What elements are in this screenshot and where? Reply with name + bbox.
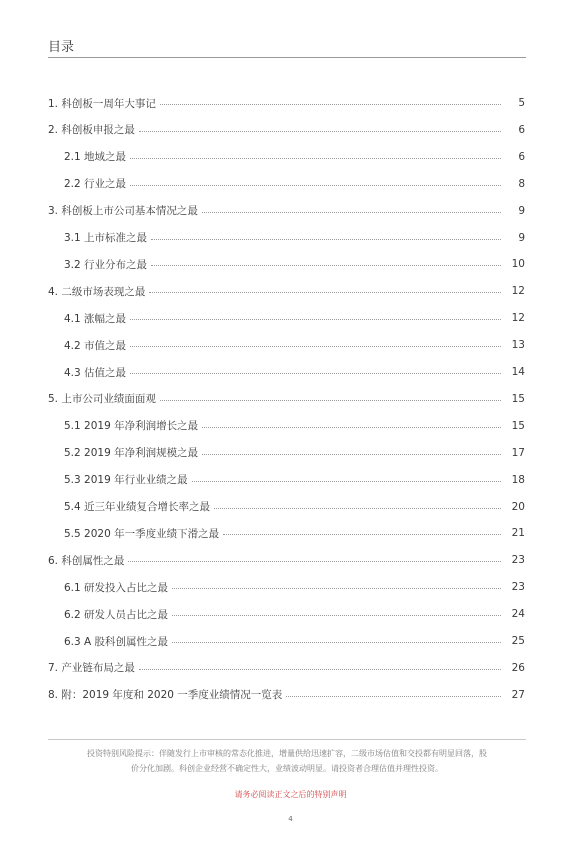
toc-entry-title: 7. 产业链布局之最 xyxy=(48,662,135,675)
toc-entry[interactable] xyxy=(64,229,525,247)
toc-entry-page: 24 xyxy=(511,608,525,621)
toc-dot-leader xyxy=(130,373,501,374)
toc-dot-leader xyxy=(130,185,501,186)
toc-entry[interactable] xyxy=(64,524,525,542)
toc-entry-title: 4. 二级市场表现之最 xyxy=(48,285,146,298)
toc-entry[interactable] xyxy=(48,686,525,704)
toc-entry[interactable] xyxy=(64,255,525,273)
toc-entry-page: 23 xyxy=(511,554,525,567)
toc-dot-leader xyxy=(172,588,501,589)
toc-entry-page: 17 xyxy=(511,446,525,459)
toc-entry[interactable] xyxy=(48,551,525,569)
toc-entry-title: 3.2 行业分布之最 xyxy=(64,258,148,271)
toc-dot-leader xyxy=(160,104,501,105)
toc-entry-page: 6 xyxy=(518,150,525,163)
toc-entry-page: 5 xyxy=(518,97,525,109)
toc-entry[interactable] xyxy=(64,175,525,193)
toc-entry[interactable] xyxy=(48,659,525,677)
toc-entry-page: 26 xyxy=(511,661,525,674)
toc-dot-leader xyxy=(172,642,501,643)
toc-dot-leader xyxy=(151,239,501,240)
toc-dot-leader xyxy=(172,615,501,616)
toc-dot-leader xyxy=(151,265,501,266)
toc-entry-title: 5.2 2019 年净利润规模之最 xyxy=(64,447,199,460)
toc-entry-title: 2.2 行业之最 xyxy=(64,178,127,191)
toc-entry-page: 27 xyxy=(511,688,525,701)
toc-entry-title: 5.3 2019 年行业业绩之最 xyxy=(64,474,188,487)
toc-dot-leader xyxy=(128,561,501,562)
toc-entry[interactable] xyxy=(48,390,525,408)
toc-dot-leader xyxy=(130,158,501,159)
toc-entry-title: 4.1 涨幅之最 xyxy=(64,312,127,325)
toc-entry[interactable] xyxy=(64,605,525,623)
toc-entry-page: 20 xyxy=(511,500,525,513)
special-statement-notice: 请务必阅读正文之后的特别声明 xyxy=(234,790,347,799)
toc-dot-leader xyxy=(139,131,501,132)
toc-entry-title: 4.3 估值之最 xyxy=(64,366,127,379)
toc-entry-page: 25 xyxy=(511,635,525,647)
toc-entry-page: 13 xyxy=(511,339,525,352)
toc-entry-page: 21 xyxy=(511,527,525,540)
toc-entry-page: 18 xyxy=(511,473,525,486)
toc-entry-title: 6. 科创属性之最 xyxy=(48,554,125,567)
toc-entry-page: 12 xyxy=(511,285,525,298)
toc-dot-leader xyxy=(286,696,501,697)
toc-entry[interactable] xyxy=(48,94,525,112)
page-title: 目录 xyxy=(48,40,75,55)
toc-entry-page: 15 xyxy=(511,392,525,405)
toc-entry-page: 15 xyxy=(511,419,525,432)
toc-entry[interactable] xyxy=(64,578,525,596)
toc-entry[interactable] xyxy=(64,309,525,327)
toc-entry-page: 14 xyxy=(511,366,525,378)
toc-entry-title: 8. 附：2019 年度和 2020 一季度业绩情况一览表 xyxy=(48,689,283,702)
toc-entry[interactable] xyxy=(48,282,525,300)
toc-entry-title: 3.1 上市标准之最 xyxy=(64,232,148,244)
risk-warning-line: 投资特别风险提示：伴随发行上市审核的常态化推进，增量供给迅速扩容，二级市场估值和交投都有明显回落，股 xyxy=(87,749,487,758)
toc-entry-title: 5.1 2019 年净利润增长之最 xyxy=(64,420,199,433)
toc-entry-title: 4.2 市值之最 xyxy=(64,339,127,352)
toc-entry[interactable] xyxy=(64,444,525,462)
toc-entry-page: 12 xyxy=(511,312,525,325)
toc-entry[interactable] xyxy=(64,471,525,489)
toc-dot-leader xyxy=(149,292,501,293)
toc-entry[interactable] xyxy=(64,632,525,650)
toc-entry-title: 2. 科创板申报之最 xyxy=(48,124,135,137)
toc-entry[interactable] xyxy=(48,202,525,220)
toc-dot-leader xyxy=(192,481,501,482)
risk-warning xyxy=(48,746,526,776)
toc-entry-title: 6.3 A 股科创属性之最 xyxy=(64,635,169,648)
toc-entry-page: 6 xyxy=(518,123,525,136)
toc-entry-page: 9 xyxy=(518,204,525,217)
footer-divider xyxy=(48,739,526,740)
toc-entry-page: 23 xyxy=(511,581,525,594)
toc-dot-leader xyxy=(202,454,501,455)
toc-dot-leader xyxy=(223,534,501,535)
risk-warning-line: 价分化加剧。科创企业经营不确定性大，业绩波动明显。请投资者合理估值并理性投资。 xyxy=(131,764,443,773)
toc-dot-leader xyxy=(130,346,501,347)
toc-entry[interactable] xyxy=(64,363,525,381)
toc-entry[interactable] xyxy=(64,336,525,354)
toc-dot-leader xyxy=(130,319,501,320)
toc-entry-title: 5. 上市公司业绩面面观 xyxy=(48,393,156,406)
toc-dot-leader xyxy=(160,400,501,401)
toc-entry[interactable] xyxy=(64,148,525,166)
toc-entry[interactable] xyxy=(64,417,525,435)
toc-entry-title: 5.4 近三年业绩复合增长率之最 xyxy=(64,501,211,513)
toc-entry[interactable] xyxy=(64,498,525,516)
page-number: 4 xyxy=(288,815,293,823)
toc-entry-title: 2.1 地域之最 xyxy=(64,151,127,164)
toc-entry-page: 10 xyxy=(511,258,525,271)
toc-entry-title: 6.1 研发投入占比之最 xyxy=(64,581,169,594)
toc-dot-leader xyxy=(202,427,501,428)
title-divider xyxy=(48,57,526,58)
toc-dot-leader xyxy=(214,508,501,509)
toc-entry-page: 8 xyxy=(518,177,525,190)
toc-entry-title: 5.5 2020 年一季度业绩下滑之最 xyxy=(64,527,220,540)
toc-entry-title: 3. 科创板上市公司基本情况之最 xyxy=(48,205,198,218)
toc-dot-leader xyxy=(139,669,501,670)
toc-entry-page: 9 xyxy=(518,231,525,244)
toc-dot-leader xyxy=(202,212,501,213)
toc-entry[interactable] xyxy=(48,121,525,139)
toc-entry-title: 1. 科创板一周年大事记 xyxy=(48,97,156,110)
toc-entry-title: 6.2 研发人员占比之最 xyxy=(64,608,169,621)
